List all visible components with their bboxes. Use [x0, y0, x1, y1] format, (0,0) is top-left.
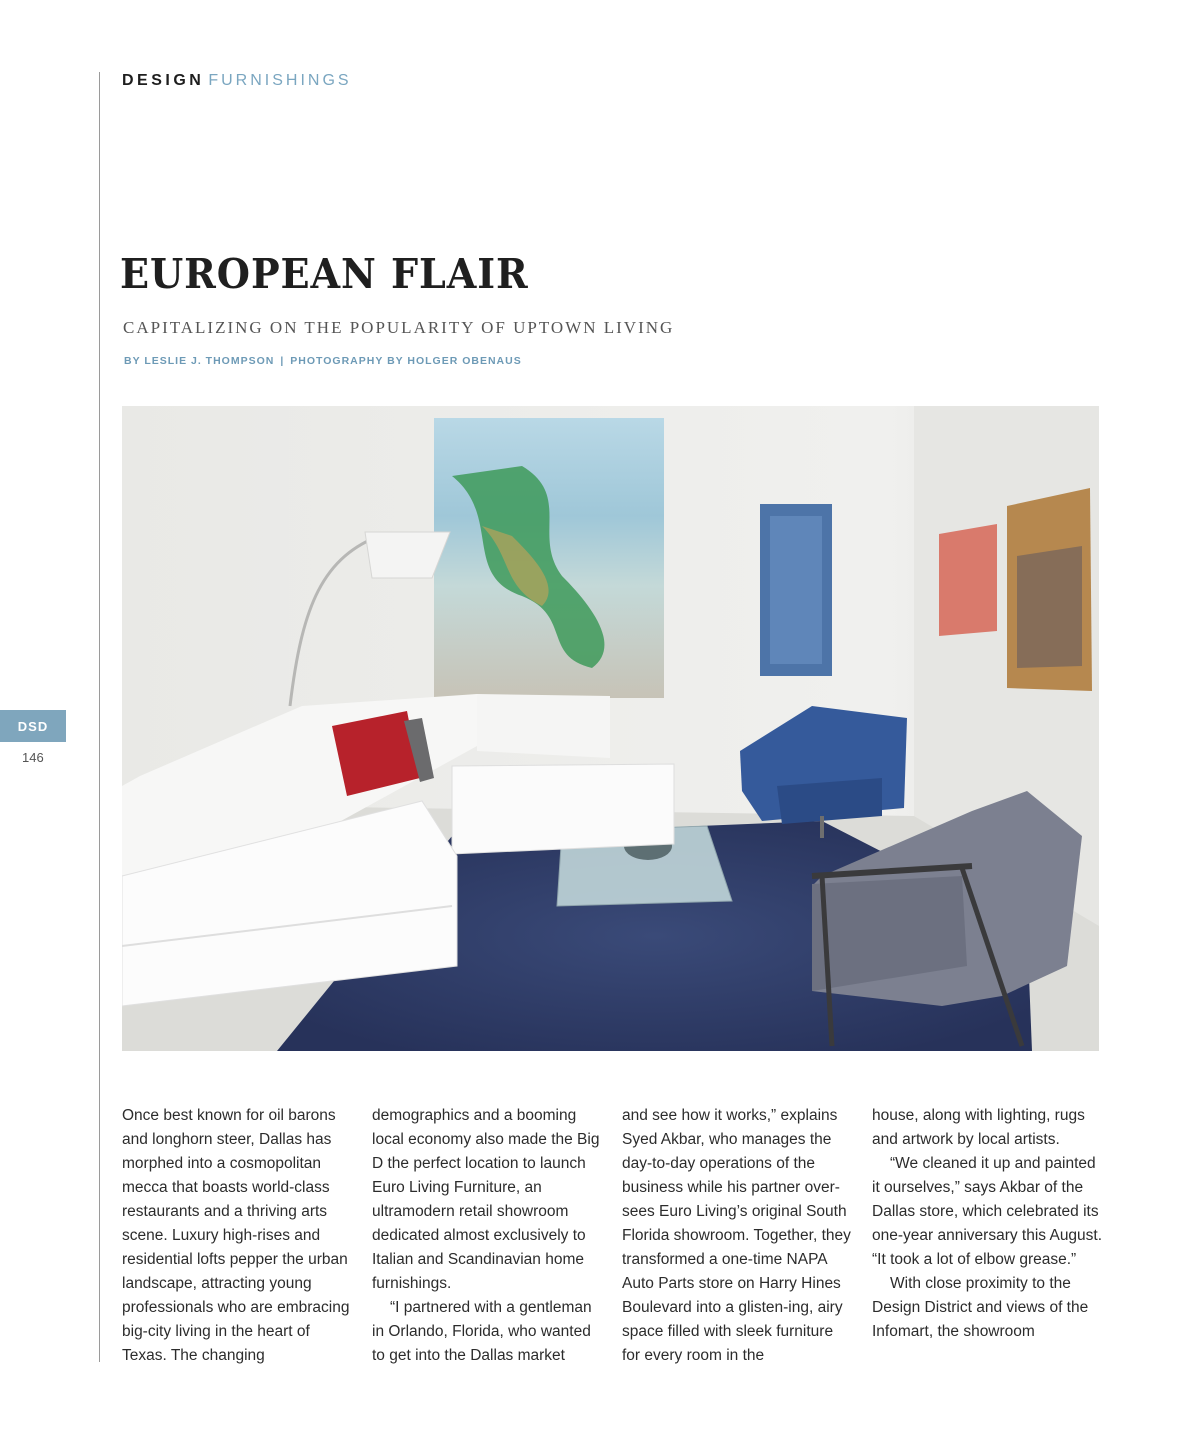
showroom-photo-illustration — [122, 406, 1099, 1051]
byline-photographer: PHOTOGRAPHY BY HOLGER OBENAUS — [290, 355, 522, 367]
body-column-4 — [872, 1104, 1104, 1344]
subsection-label: FURNISHINGS — [208, 72, 352, 89]
section-header — [122, 72, 352, 90]
page-tab — [0, 710, 66, 742]
paragraph: “We cleaned it up and painted it ourselves,” says Akbar of the Dallas store, which celebrated its one-year anniversary this August. “It took a lot of elbow grease.” — [872, 1155, 1103, 1268]
page-vertical-rule — [99, 72, 100, 1362]
paragraph: house, along with lighting, rugs and artwork by local artists. — [872, 1107, 1085, 1148]
byline-author: BY LESLIE J. THOMPSON — [124, 355, 275, 367]
body-column-3 — [622, 1104, 854, 1368]
paragraph: demographics and a booming local economy also made the Big D the perfect location to launch Euro Living Furniture, an ultramodern retail showroom dedicated almost exclusively to Italian and Scandinavian home furnishings. — [372, 1107, 600, 1292]
paragraph: Once best known for oil barons and longhorn steer, Dallas has morphed into a cosmopolitan mecca that boasts world-class restaurants and a thriving arts scene. Luxury high-rises and residential lofts pepper the urban landscape, attracting young professionals who are embracing big-city living in the heart of Texas. The changing — [122, 1107, 350, 1364]
paragraph: “I partnered with a gentleman in Orlando, Florida, who wanted to get into the Dallas market — [372, 1299, 592, 1364]
body-column-2 — [372, 1104, 604, 1368]
byline-separator: | — [280, 355, 285, 367]
byline — [124, 355, 522, 367]
article-title: EUROPEAN FLAIR — [120, 250, 529, 298]
paragraph: With close proximity to the Design District and views of the Infomart, the showroom — [872, 1275, 1089, 1340]
page-number: 146 — [22, 750, 44, 765]
page-tab-label: DSD — [17, 718, 49, 734]
article-subtitle: CAPITALIZING ON THE POPULARITY OF UPTOWN LIVING — [123, 318, 675, 337]
body-column-1 — [122, 1104, 354, 1368]
paragraph: and see how it works,” explains Syed Akbar, who manages the day-to-day operations of the business while his partner over-sees Euro Living’s original South Florida showroom. Together, they transformed a one-time NAPA Auto Parts store on Harry Hines Boulevard into a glisten-ing, airy space filled with sleek furniture for every room in the — [622, 1107, 851, 1364]
section-label: DESIGN — [122, 72, 205, 89]
showroom-photo — [122, 406, 1099, 1051]
